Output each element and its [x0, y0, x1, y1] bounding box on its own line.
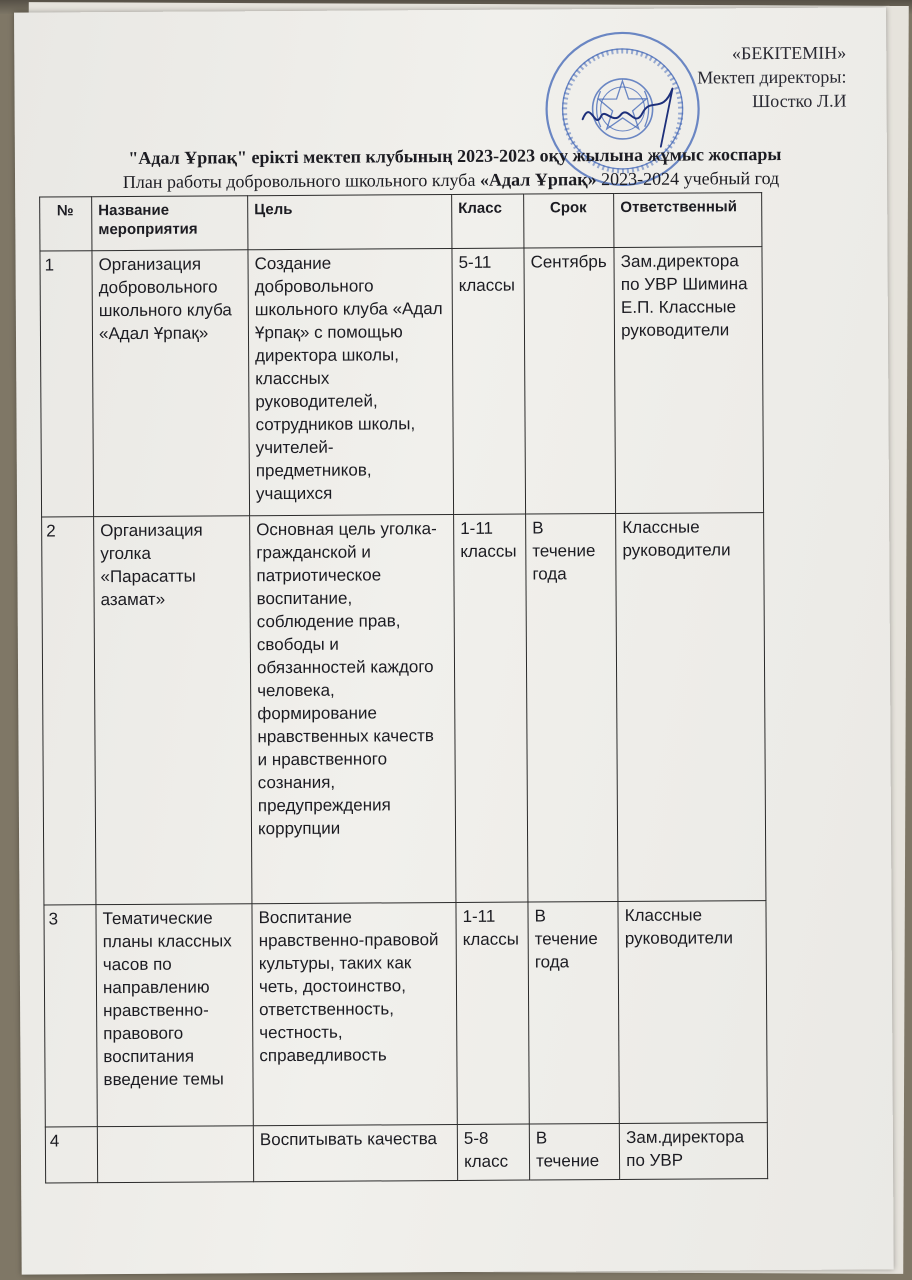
row-event-name: Тематические планы классных часов по направлению нравственно-правового воспитания введение темы [96, 904, 253, 1127]
document-page [14, 7, 894, 1274]
table-header-row [40, 193, 762, 251]
row-term: В течение года [528, 901, 620, 1124]
row-responsible: Зам.директора по УВР [619, 1123, 767, 1180]
row-term: В течение года [526, 513, 619, 902]
row-event-name: Организация уголка «Парасатты азамат» [94, 516, 252, 905]
title-russian-prefix: План работы добровольного школьного клуба [122, 169, 480, 193]
row-grade: 1-11 классы [454, 514, 528, 902]
header-term: Срок [524, 194, 615, 249]
title-russian-suffix: 2023-2024 учебный год [596, 167, 780, 190]
row-event-name: Организация добровольного школьного клуба «Адал Ұрпақ» [92, 250, 250, 517]
row-responsible: Классные руководители [618, 901, 767, 1124]
table-row [42, 513, 767, 905]
approval-line-3: Шостко Л.И [752, 90, 847, 112]
header-goal: Цель [248, 194, 452, 249]
row-goal: Основная цель уголка- гражданской и патриотическое воспитание, соблюдение прав, свободы и обязанностей каждого человека, формирование нравственных качеств и нравственного сознания, предупреждения коррупции [250, 514, 456, 903]
approval-line-1: «БЕКІТЕМІН» [731, 42, 847, 64]
row-goal: Создание добровольного школьного клуба «Адал Ұрпақ» с помощью директора школы, классных руководителей, сотрудников школы, учителей-предметников, учащихся [248, 248, 454, 515]
approval-block [697, 41, 847, 114]
title-russian [15, 167, 887, 193]
header-number: № [40, 197, 92, 251]
header-responsible: Ответственный [614, 193, 762, 248]
row-number: 1 [40, 251, 94, 517]
row-number: 4 [45, 1127, 97, 1183]
title-kazakh: "Адал Ұрпақ" ерікті мектеп клубының 2023-2023 оқу жылына жұмыс жоспары [128, 143, 782, 168]
header-event-name: Название мероприятия [92, 196, 248, 251]
row-grade: 5-8 класс [457, 1124, 529, 1180]
row-number: 3 [44, 905, 97, 1127]
header-grade: Класс [452, 194, 524, 248]
row-responsible: Классные руководители [616, 513, 766, 902]
table-row [44, 901, 768, 1127]
row-grade: 1-11 классы [456, 902, 529, 1124]
title-russian-club-name: «Адал Ұрпақ» [479, 169, 597, 190]
row-number: 2 [42, 517, 96, 905]
row-event-name [97, 1126, 253, 1183]
row-grade: 5-11 классы [452, 248, 526, 514]
table-row [45, 1123, 768, 1183]
row-goal: Воспитание нравственно-правовой культуры, таких как четь, достоинство, ответственность, честность, справедливость [252, 902, 457, 1125]
row-goal: Воспитывать качества [253, 1124, 457, 1181]
row-responsible: Зам.директора по УВР Шимина Е.П. Классные руководители [614, 247, 764, 514]
plan-table [39, 192, 768, 1183]
row-term: Сентябрь [524, 248, 616, 515]
approval-line-2: Мектеп директоры: [697, 66, 847, 88]
row-term: В течение [529, 1123, 620, 1180]
table-row [40, 247, 764, 517]
